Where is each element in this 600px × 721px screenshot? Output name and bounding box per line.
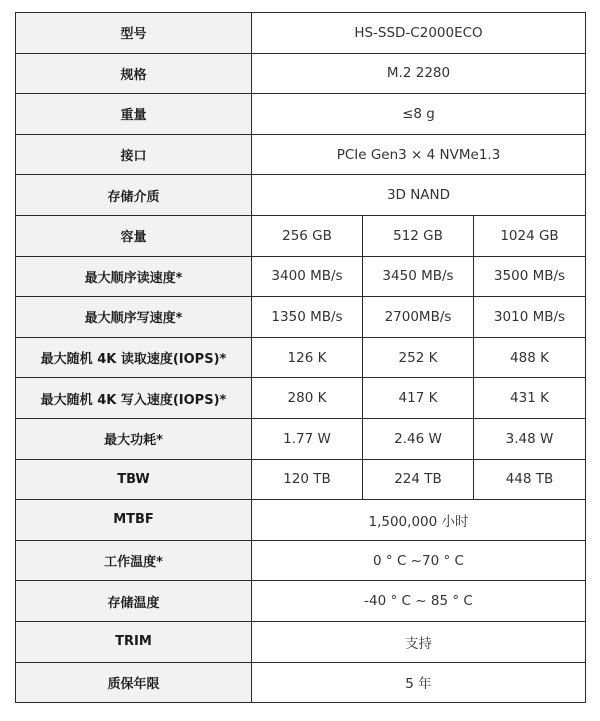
- spec-value: 448 TB: [474, 459, 586, 500]
- spec-row: [16, 500, 586, 541]
- spec-row: [16, 215, 586, 256]
- spec-value: 120 TB: [252, 459, 363, 500]
- spec-label: MTBF: [16, 500, 252, 541]
- spec-value: 488 K: [474, 337, 586, 378]
- spec-value: 5 年: [252, 662, 586, 703]
- spec-row: [16, 418, 586, 459]
- spec-value: 252 K: [363, 337, 474, 378]
- spec-value: 417 K: [363, 378, 474, 419]
- spec-row: [16, 662, 586, 703]
- spec-value: 2.46 W: [363, 418, 474, 459]
- spec-table: [15, 12, 586, 703]
- spec-label: 最大顺序写速度*: [16, 297, 252, 338]
- spec-label: 接口: [16, 134, 252, 175]
- spec-value: 431 K: [474, 378, 586, 419]
- spec-value: 3D NAND: [252, 175, 586, 216]
- spec-label: TRIM: [16, 621, 252, 662]
- spec-table-container: [15, 12, 585, 703]
- spec-label: 存储温度: [16, 581, 252, 622]
- spec-value: M.2 2280: [252, 53, 586, 94]
- spec-label: TBW: [16, 459, 252, 500]
- spec-value: 2700MB/s: [363, 297, 474, 338]
- spec-value: HS-SSD-C2000ECO: [252, 13, 586, 54]
- spec-value: 280 K: [252, 378, 363, 419]
- spec-value: 512 GB: [363, 215, 474, 256]
- spec-value: 3450 MB/s: [363, 256, 474, 297]
- spec-label: 容量: [16, 215, 252, 256]
- spec-row: [16, 378, 586, 419]
- spec-row: [16, 621, 586, 662]
- spec-value: 支持: [252, 621, 586, 662]
- spec-row: [16, 459, 586, 500]
- spec-row: [16, 256, 586, 297]
- spec-value: 256 GB: [252, 215, 363, 256]
- spec-row: [16, 337, 586, 378]
- spec-row: [16, 175, 586, 216]
- spec-label: 工作温度*: [16, 540, 252, 581]
- spec-label: 规格: [16, 53, 252, 94]
- spec-value: 126 K: [252, 337, 363, 378]
- spec-value: 3400 MB/s: [252, 256, 363, 297]
- spec-label: 重量: [16, 94, 252, 135]
- spec-table-body: [16, 13, 586, 703]
- spec-row: [16, 540, 586, 581]
- spec-value: PCIe Gen3 × 4 NVMe1.3: [252, 134, 586, 175]
- spec-value: 1,500,000 小时: [252, 500, 586, 541]
- spec-label: 型号: [16, 13, 252, 54]
- spec-row: [16, 581, 586, 622]
- spec-value: 1024 GB: [474, 215, 586, 256]
- spec-value: ≤8 g: [252, 94, 586, 135]
- spec-value: 1.77 W: [252, 418, 363, 459]
- spec-label: 最大随机 4K 写入速度(IOPS)*: [16, 378, 252, 419]
- spec-value: 0 ° C ~70 ° C: [252, 540, 586, 581]
- spec-value: -40 ° C ~ 85 ° C: [252, 581, 586, 622]
- spec-row: [16, 297, 586, 338]
- spec-label: 质保年限: [16, 662, 252, 703]
- spec-row: [16, 94, 586, 135]
- spec-label: 最大随机 4K 读取速度(IOPS)*: [16, 337, 252, 378]
- spec-row: [16, 53, 586, 94]
- spec-value: 3010 MB/s: [474, 297, 586, 338]
- spec-label: 最大顺序读速度*: [16, 256, 252, 297]
- spec-row: [16, 13, 586, 54]
- spec-value: 1350 MB/s: [252, 297, 363, 338]
- spec-label: 存储介质: [16, 175, 252, 216]
- spec-row: [16, 134, 586, 175]
- spec-label: 最大功耗*: [16, 418, 252, 459]
- spec-value: 3500 MB/s: [474, 256, 586, 297]
- spec-value: 3.48 W: [474, 418, 586, 459]
- spec-value: 224 TB: [363, 459, 474, 500]
